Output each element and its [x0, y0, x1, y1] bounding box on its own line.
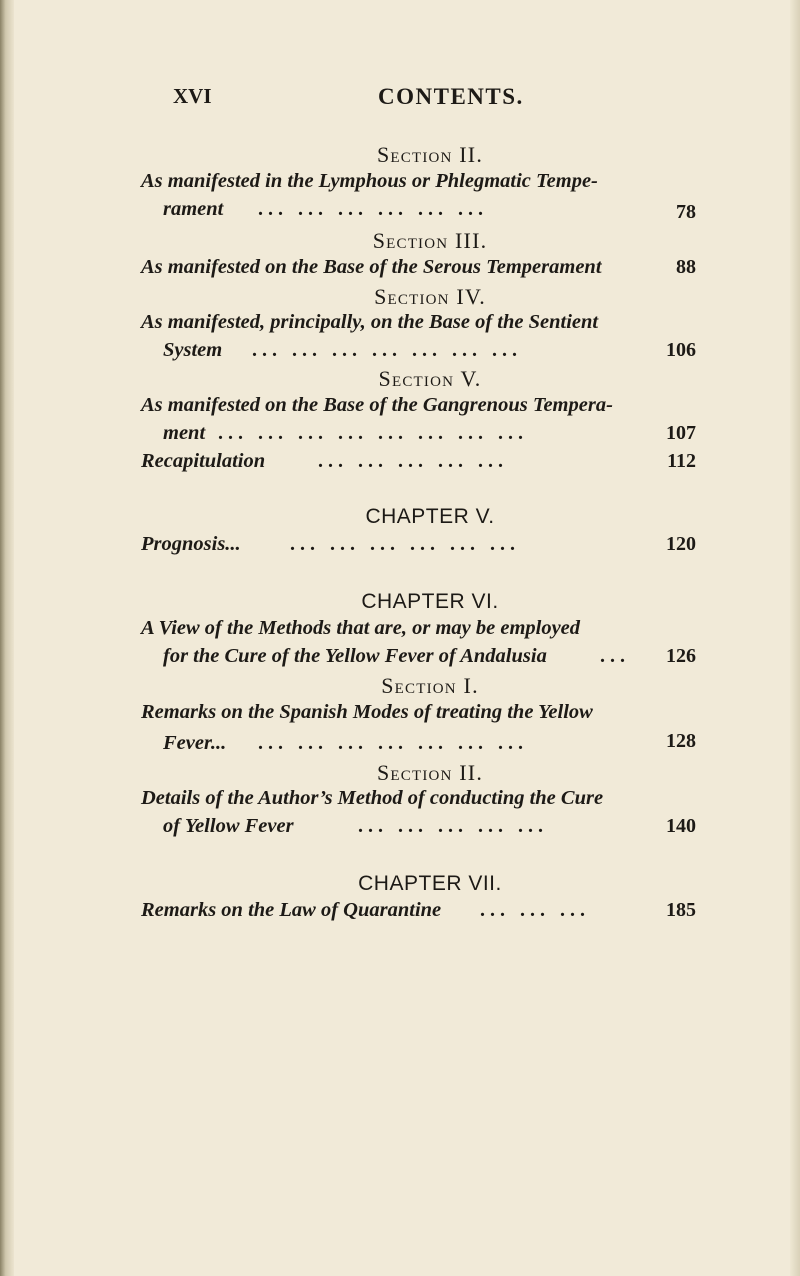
page-number-details: 140	[666, 815, 696, 837]
entry-quarantine: Remarks on the Law of Quarantine	[141, 899, 442, 921]
chapter-heading-6: CHAPTER VI.	[361, 590, 499, 613]
entry-sentient-line1: As manifested, principally, on the Base of the Sentient	[141, 311, 599, 333]
section-heading-2: Section II.	[376, 142, 484, 167]
entry-sentient-line2: System	[163, 339, 223, 361]
page-number-view: 126	[666, 645, 696, 667]
section-heading-6-1: Section I.	[381, 673, 479, 698]
page-number-spanish: 128	[666, 730, 696, 752]
leader-dots: ... ... ...	[480, 899, 590, 921]
page-number-sentient: 106	[666, 339, 696, 361]
entry-gangrenous-line2: ment	[163, 422, 206, 444]
leader-dots: ... ... ... ... ... ...	[290, 533, 520, 555]
running-head	[0, 84, 800, 114]
page-number-prognosis: 120	[666, 533, 696, 555]
section-heading-5: Section V.	[378, 366, 482, 391]
section-heading-6-2: Section II.	[376, 760, 484, 785]
entry-gangrenous-line1: As manifested on the Base of the Gangrenous Tempera-	[141, 394, 613, 416]
entry-recapitulation: Recapitulation	[141, 450, 266, 472]
entry-lymphous-line2: rament	[163, 198, 224, 220]
page-title: CONTENTS.	[378, 84, 524, 109]
leader-dots: ... ... ... ... ... ... ... ...	[218, 422, 528, 444]
leader-dots: ... ... ... ... ... ...	[258, 198, 488, 220]
entry-lymphous-line1: As manifested in the Lymphous or Phlegmatic Tempe-	[141, 170, 598, 192]
entry-details-line2: of Yellow Fever	[163, 815, 294, 837]
entry-view-line2: for the Cure of the Yellow Fever of Andalusia	[163, 645, 547, 667]
leader-dots: ...	[600, 645, 630, 667]
page-number-recapitulation: 112	[667, 450, 696, 472]
section-heading-3: Section III.	[372, 228, 488, 253]
page-folio: XVI	[173, 84, 212, 108]
leader-dots: ... ... ... ... ... ... ...	[252, 339, 522, 361]
entry-details-line1: Details of the Author’s Method of conducting the Cure	[141, 787, 604, 809]
leader-dots: ... ... ... ... ...	[318, 450, 508, 472]
page-number-serous: 88	[676, 256, 696, 278]
entry-prognosis: Prognosis...	[141, 533, 241, 555]
chapter-heading-7: CHAPTER VII.	[358, 872, 502, 895]
entry-spanish-line2: Fever...	[163, 732, 227, 754]
entry-view-line1: A View of the Methods that are, or may be employed	[141, 617, 581, 639]
entry-serous-line1: As manifested on the Base of the Serous Temperament	[141, 256, 602, 278]
page-number-gangrenous: 107	[666, 422, 696, 444]
leader-dots: ... ... ... ... ...	[358, 815, 548, 837]
entry-spanish-line1: Remarks on the Spanish Modes of treating the Yellow	[141, 701, 593, 723]
page-number-lymphous: 78	[676, 201, 696, 223]
page-number-quarantine: 185	[666, 899, 696, 921]
section-heading-4: Section IV.	[374, 284, 486, 309]
chapter-heading-5: CHAPTER V.	[365, 505, 495, 528]
leader-dots: ... ... ... ... ... ... ...	[258, 732, 528, 754]
